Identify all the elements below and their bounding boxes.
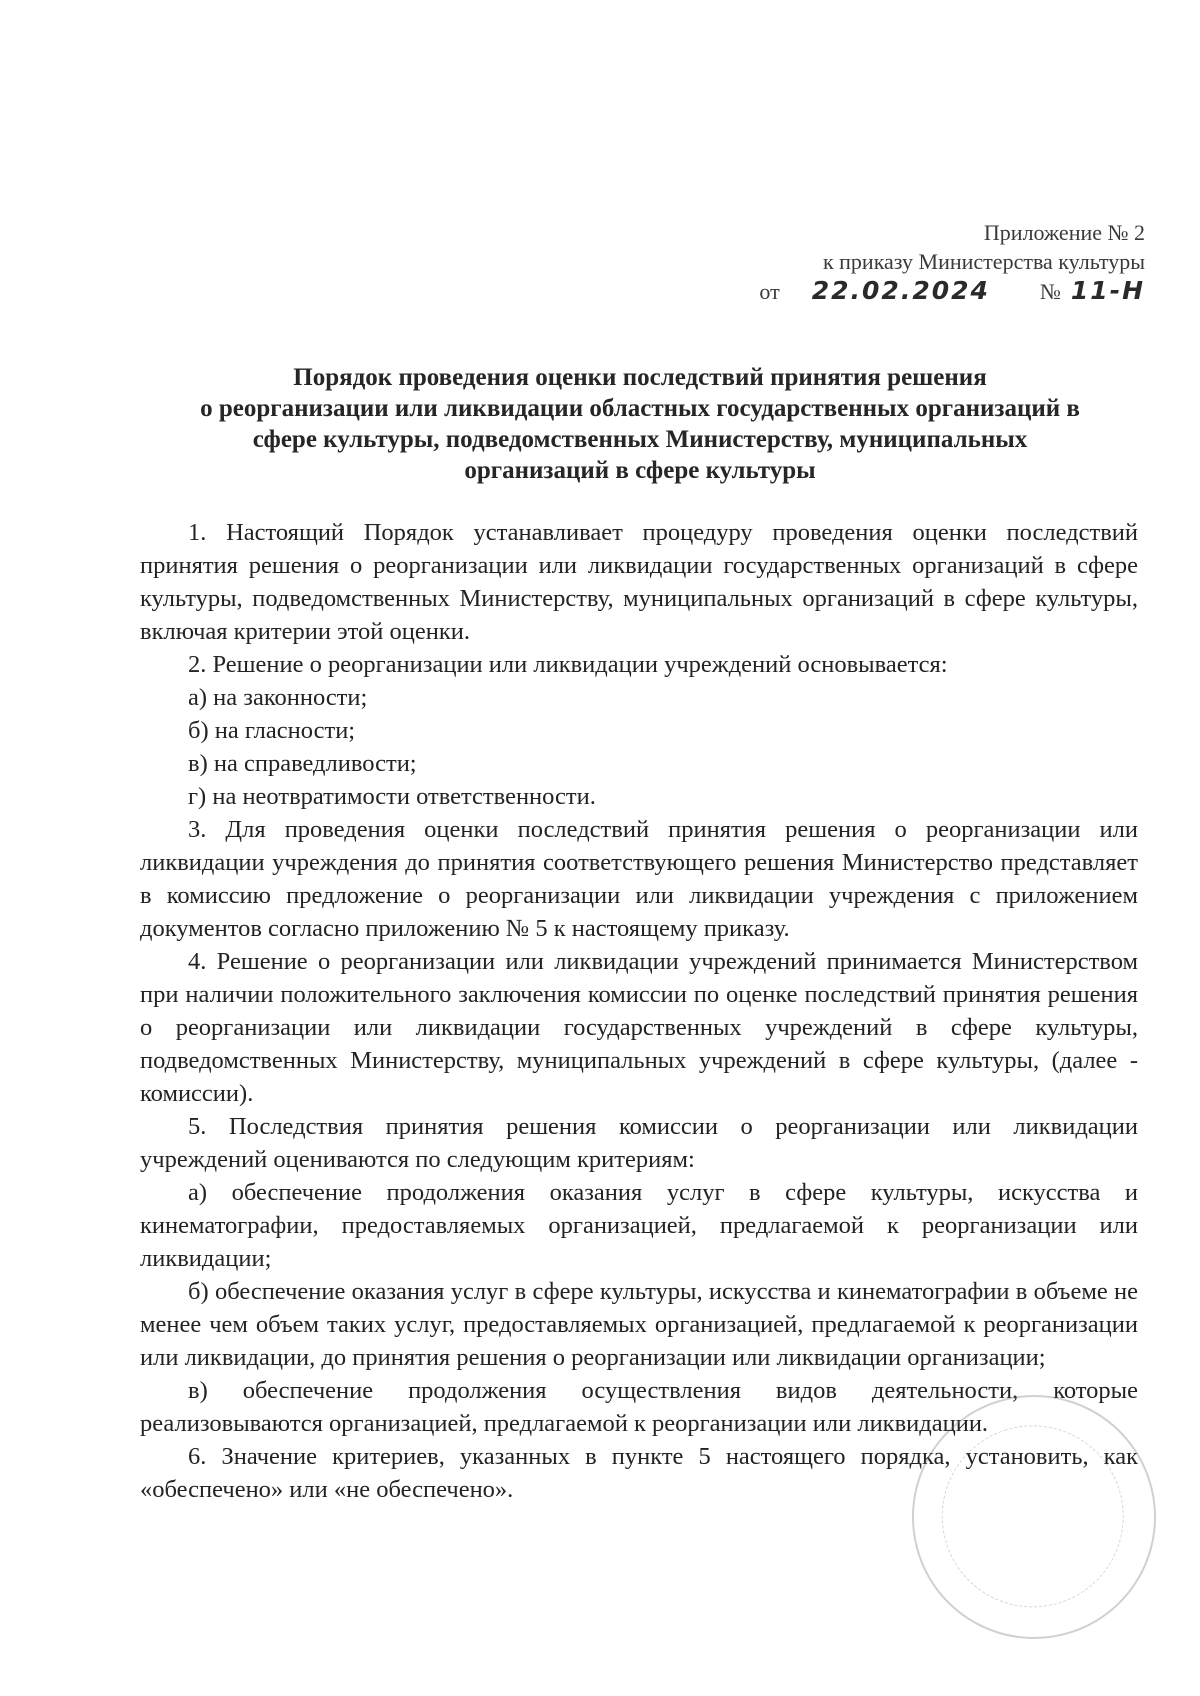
date-prefix: от bbox=[759, 279, 780, 304]
criterion-a: а) обеспечение продолжения оказания услуг в сфере культуры, искусства и кинематографии, предоставляемых организацией, предлагаемой к реорганизации или ликвидации; bbox=[140, 1179, 1138, 1272]
list-item-g: г) на неотвратимости ответственности. bbox=[188, 783, 596, 810]
paragraph-3: 3. Для проведения оценки последствий принятия решения о реорганизации или ликвидации учреждения до принятия соответствующего решения Министерство представляет в комиссию предложение о реорганизации или ликвидации учреждения с приложением документов согласно приложению № 5 к настоящему приказу. bbox=[140, 816, 1138, 942]
handwritten-number: 11-Н bbox=[1070, 276, 1145, 305]
handwritten-date: 22.02.2024 bbox=[811, 276, 990, 305]
paragraph-6: 6. Значение критериев, указанных в пункте 5 настоящего порядка, установить, как «обеспечено» или «не обеспечено». bbox=[140, 1443, 1138, 1503]
title-line: о реорганизации или ликвидации областных государственных организаций в bbox=[200, 395, 1080, 422]
annex-date-number bbox=[759, 276, 1145, 306]
paragraph-4: 4. Решение о реорганизации или ликвидации учреждений принимается Министерством при наличии положительного заключения комиссии по оценке последствий принятия решения о реорганизации или ликвидации государственных учреждений в сфере культуры, подведомственных Министерству, муниципальных учреждений в сфере культуры, (далее - комиссии). bbox=[140, 948, 1138, 1107]
list-item-v: в) на справедливости; bbox=[188, 750, 417, 777]
number-prefix: № bbox=[1039, 279, 1061, 304]
title-line: организаций в сфере культуры bbox=[464, 457, 816, 484]
annex-title: Приложение № 2 bbox=[983, 220, 1145, 245]
annex-header bbox=[759, 218, 1145, 306]
paragraph-5: 5. Последствия принятия решения комиссии о реорганизации или ликвидации учреждений оцениваются по следующим критериям: bbox=[140, 1113, 1138, 1173]
title-line: Порядок проведения оценки последствий принятия решения bbox=[293, 364, 987, 391]
paragraph-2: 2. Решение о реорганизации или ликвидации учреждений основывается: bbox=[188, 651, 948, 678]
criterion-v: в) обеспечение продолжения осуществления видов деятельности, которые реализовываются организацией, предлагаемой к реорганизации или ликвидации. bbox=[140, 1377, 1138, 1437]
paragraph-1: 1. Настоящий Порядок устанавливает процедуру проведения оценки последствий принятия решения о реорганизации или ликвидации государственных организаций в сфере культуры, подведомственных Министерству, муниципальных организаций в сфере культуры, включая критерии этой оценки. bbox=[140, 519, 1138, 645]
document-body bbox=[140, 516, 1138, 1506]
document-title bbox=[140, 362, 1140, 486]
annex-order-reference: к приказу Министерства культуры bbox=[822, 249, 1145, 274]
list-item-a: а) на законности; bbox=[188, 684, 368, 711]
list-item-b: б) на гласности; bbox=[188, 717, 356, 744]
criterion-b: б) обеспечение оказания услуг в сфере культуры, искусства и кинематографии в объеме не менее чем объем таких услуг, предоставляемых организацией, предлагаемой к реорганизации или ликвидации, до принятия решения о реорганизации или ликвидации организации; bbox=[140, 1278, 1138, 1371]
title-line: сфере культуры, подведомственных Министерству, муниципальных bbox=[252, 426, 1028, 453]
